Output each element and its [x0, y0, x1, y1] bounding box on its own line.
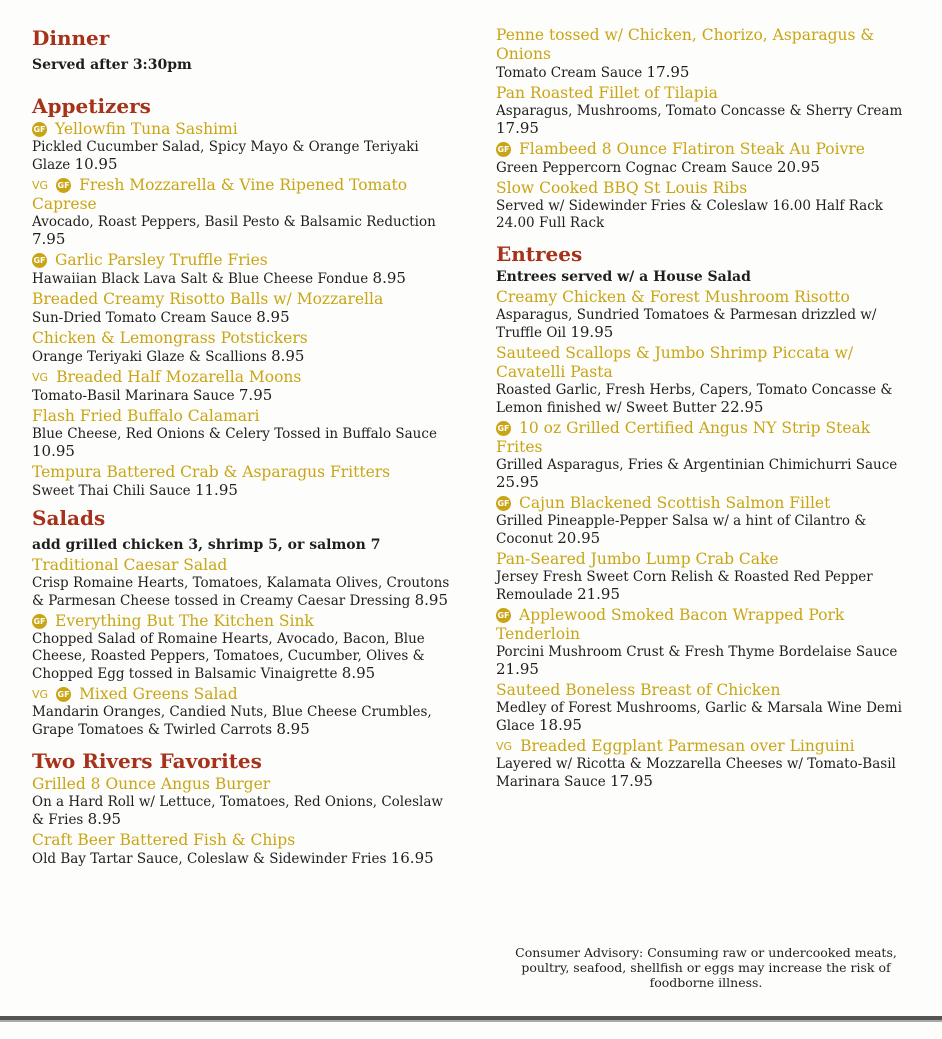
menu-item-name	[496, 84, 916, 103]
menu-item	[496, 179, 916, 232]
favorites-section	[32, 749, 452, 868]
menu-item-description	[496, 569, 916, 604]
menu-item-title: Sauteed Scallops & Jumbo Shrimp Piccata w/ Cavatelli Pasta	[496, 344, 854, 381]
menu-item-title: Cajun Blackened Scottish Salmon Fillet	[519, 494, 831, 512]
menu-item-price: 25.95	[496, 473, 539, 491]
menu-item	[496, 84, 916, 138]
menu-item-title: Chicken & Lemongrass Potstickers	[32, 329, 308, 347]
menu-item	[32, 556, 452, 610]
menu-item-description	[32, 794, 452, 829]
menu-item-description	[32, 348, 452, 366]
menu-item-price: 8.95	[276, 720, 310, 738]
right-column	[496, 24, 916, 791]
menu-item-name	[496, 550, 916, 569]
gluten-free-icon: GF	[56, 178, 71, 193]
menu-item-description-text: Crisp Romaine Hearts, Tomatoes, Kalamata Olives, Croutons & Parmesan Cheese tossed in Creamy Caesar Dressing	[32, 575, 450, 609]
menu-item	[496, 344, 916, 417]
menu-item-description-text: Asparagus, Mushrooms, Tomato Concasse & Sherry Cream	[496, 103, 903, 119]
menu-item-description-text: Hawaiian Black Lava Salt & Blue Cheese Fondue	[32, 271, 369, 287]
menu-item-name	[32, 290, 452, 309]
consumer-advisory: Consumer Advisory: Consuming raw or undercooked meats, poultry, seafood, shellfish or eggs may increase the risk of foodborne illness.	[515, 945, 897, 990]
menu-item-price: 8.95	[271, 347, 305, 365]
menu-item-price: 17.95	[646, 63, 690, 81]
menu-item-name	[496, 606, 916, 644]
menu-item-description-text: Tomato-Basil Marinara Sauce	[32, 388, 235, 404]
menu-item-name	[496, 288, 916, 307]
dinner-section	[32, 26, 452, 74]
favorites-continued-list	[496, 26, 916, 232]
menu-item-price: 8.95	[414, 591, 448, 609]
dinner-title: Dinner	[32, 26, 110, 50]
menu-item-description	[496, 382, 916, 417]
menu-item-price: 8.95	[372, 269, 406, 287]
menu-item	[32, 290, 452, 327]
menu-item-description	[32, 575, 452, 610]
menu-item-description-text: Porcini Mushroom Crust & Fresh Thyme Bordelaise Sauce	[496, 644, 898, 660]
menu-item-description	[32, 482, 452, 500]
menu-item-title: Slow Cooked BBQ St Louis Ribs	[496, 179, 748, 197]
menu-item-description-text: Asparagus, Sundried Tomatoes & Parmesan drizzled w/ Truffle Oil	[496, 307, 877, 341]
menu-item-title: Craft Beer Battered Fish & Chips	[32, 831, 296, 849]
menu-item-price: 8.95	[87, 810, 122, 828]
menu-item-description-text: Sweet Thai Chili Sauce	[32, 483, 191, 499]
salads-subtitle: add grilled chicken 3, shrimp 5, or salmon 7	[32, 537, 381, 553]
menu-item-title: Flash Fried Buffalo Calamari	[32, 407, 260, 425]
menu-item	[32, 831, 452, 868]
menu-item	[32, 407, 452, 461]
menu-item-title: Applewood Smoked Bacon Wrapped Pork Tenderloin	[496, 606, 845, 643]
menu-item-price: 21.95	[496, 660, 539, 678]
menu-item-title: Flambeed 8 Ounce Flatiron Steak Au Poivre	[519, 140, 865, 158]
menu-item-description	[32, 309, 452, 327]
menu-item-title: Pan Roasted Fillet of Tilapia	[496, 84, 718, 102]
gluten-free-icon: GF	[496, 142, 511, 157]
entrees-subtitle: Entrees served w/ a House Salad	[496, 269, 751, 285]
vegetarian-badge: VG	[496, 740, 513, 753]
menu-item	[32, 251, 452, 288]
menu-item-description-text: On a Hard Roll w/ Lettuce, Tomatoes, Red Onions, Coleslaw & Fries	[32, 794, 443, 828]
menu-item-name	[32, 329, 452, 348]
menu-item-name	[32, 775, 452, 794]
menu-item-description	[496, 457, 916, 492]
menu-item-name	[32, 251, 452, 270]
salads-list	[32, 556, 452, 739]
appetizers-list	[32, 120, 452, 500]
gluten-free-icon: GF	[496, 608, 511, 623]
menu-item-name	[32, 176, 452, 214]
dinner-subtitle: Served after 3:30pm	[32, 57, 192, 73]
menu-item-description	[496, 307, 916, 342]
menu-item-name	[496, 681, 916, 700]
menu-item-name	[32, 368, 452, 387]
menu-item-name	[32, 612, 452, 631]
menu-item-description	[32, 214, 452, 249]
menu-item-description-text: Pickled Cucumber Salad, Spicy Mayo & Orange Teriyaki Glaze	[32, 139, 419, 173]
menu-item-title: Penne tossed w/ Chicken, Chorizo, Asparagus & Onions	[496, 26, 875, 63]
menu-item-title: Fresh Mozzarella & Vine Ripened Tomato Caprese	[32, 176, 408, 213]
menu-item-price: 11.95	[194, 481, 238, 499]
menu-item-description-text: Jersey Fresh Sweet Corn Relish & Roasted Red Pepper Remoulade	[496, 569, 873, 603]
gluten-free-icon: GF	[56, 687, 71, 702]
menu-item-price: 16.95	[390, 849, 434, 867]
favorites-list	[32, 775, 452, 868]
menu-item-price: 10.95	[74, 155, 118, 173]
menu-item-description-text: Orange Teriyaki Glaze & Scallions	[32, 349, 267, 365]
menu-item-description-text: Grilled Asparagus, Fries & Argentinian Chimichurri Sauce	[496, 457, 898, 473]
menu-item-title: Breaded Creamy Risotto Balls w/ Mozzarella	[32, 290, 384, 308]
menu-item-description	[32, 704, 452, 739]
favorites-title: Two Rivers Favorites	[32, 749, 262, 773]
menu-item-price: 19.95	[570, 323, 614, 341]
menu-item-price: 7.95	[32, 230, 66, 248]
menu-item-title: 10 oz Grilled Certified Angus NY Strip Steak Frites	[496, 419, 871, 456]
menu-item-name	[32, 685, 452, 704]
menu-item-description	[496, 64, 916, 82]
menu-item-price: 8.95	[256, 308, 290, 326]
menu-item-title: Sauteed Boneless Breast of Chicken	[496, 681, 781, 699]
menu-item-description-text: Mandarin Oranges, Candied Nuts, Blue Cheese Crumbles, Grape Tomatoes & Twirled Carrots	[32, 704, 432, 738]
menu-item	[496, 140, 916, 177]
salads-section	[32, 506, 452, 739]
menu-item-price: 20.95	[557, 529, 601, 547]
gluten-free-icon: GF	[32, 122, 47, 137]
menu-item-title: Yellowfin Tuna Sashimi	[55, 120, 238, 138]
menu-item-name	[32, 120, 452, 139]
menu-item-name	[496, 140, 916, 159]
gluten-free-icon: GF	[32, 253, 47, 268]
menu-item-name	[496, 26, 916, 64]
menu-item-description	[32, 270, 452, 288]
menu-item-title: Traditional Caesar Salad	[32, 556, 228, 574]
menu-item-description-text: Sun-Dried Tomato Cream Sauce	[32, 310, 252, 326]
menu-item-description-text: Avocado, Roast Peppers, Basil Pesto & Balsamic Reduction	[32, 214, 436, 230]
menu-item-price: 18.95	[539, 716, 582, 734]
menu-item-description-text: Chopped Salad of Romaine Hearts, Avocado, Bacon, Blue Cheese, Roasted Peppers, Tomatoes, Cucumber, Olives & Chopped Egg tossed in Balsamic Vinaigrette	[32, 631, 425, 682]
menu-item-price: 7.95	[238, 386, 273, 404]
menu-item-description-text: Blue Cheese, Red Onions & Celery Tossed in Buffalo Sauce	[32, 426, 437, 442]
menu-item-description-text: Medley of Forest Mushrooms, Garlic & Marsala Wine Demi Glace	[496, 700, 903, 734]
gluten-free-icon: GF	[496, 421, 511, 436]
menu-item	[496, 737, 916, 791]
salads-title: Salads	[32, 506, 106, 530]
entrees-title: Entrees	[496, 242, 583, 266]
menu-item-price: 17.95	[610, 772, 653, 790]
menu-item	[32, 685, 452, 739]
menu-item-description	[32, 850, 452, 868]
menu-item-description-text: Grilled Pineapple-Pepper Salsa w/ a hint of Cilantro & Coconut	[496, 513, 867, 547]
menu-item	[496, 550, 916, 604]
favorites-continued-section	[496, 26, 916, 232]
menu-item	[32, 368, 452, 405]
menu-item-price: 17.95	[496, 119, 539, 137]
menu-item-description	[32, 139, 452, 174]
menu-item-price: 22.95	[720, 398, 764, 416]
menu-item	[496, 26, 916, 82]
vegetarian-badge: VG	[32, 688, 49, 701]
entrees-section	[496, 242, 916, 791]
page-divider-shadow	[0, 1020, 942, 1022]
menu-item-title: Breaded Eggplant Parmesan over Linguini	[520, 737, 855, 755]
menu-item-title: Grilled 8 Ounce Angus Burger	[32, 775, 271, 793]
menu-item-description	[32, 631, 452, 683]
menu-item-title: Garlic Parsley Truffle Fries	[55, 251, 268, 269]
gluten-free-icon: GF	[32, 614, 47, 629]
menu-item-description-text: Served w/ Sidewinder Fries & Coleslaw 16.00 Half Rack 24.00 Full Rack	[496, 198, 883, 231]
menu-item-name	[496, 344, 916, 382]
menu-item-description-text: Tomato Cream Sauce	[496, 65, 643, 81]
left-column	[32, 26, 452, 868]
menu-item-description	[32, 387, 452, 405]
menu-item	[32, 329, 452, 366]
menu-item-price: 8.95	[341, 664, 376, 682]
menu-item	[32, 463, 452, 500]
menu-item	[496, 419, 916, 492]
menu-item-description-text: Green Peppercorn Cognac Cream Sauce	[496, 160, 773, 176]
menu-item-title: Tempura Battered Crab & Asparagus Fritters	[32, 463, 391, 481]
vegetarian-badge: VG	[32, 371, 49, 384]
menu-item	[32, 120, 452, 174]
menu-item-title: Breaded Half Mozarella Moons	[56, 368, 302, 386]
menu-item	[496, 288, 916, 342]
menu-item-description-text: Roasted Garlic, Fresh Herbs, Capers, Tomato Concasse & Lemon finished w/ Sweet Butter	[496, 382, 893, 416]
menu-item-title: Everything But The Kitchen Sink	[55, 612, 314, 630]
menu-item-name	[32, 831, 452, 850]
menu-item	[32, 612, 452, 683]
menu-item-description	[496, 198, 916, 232]
menu-item-price: 21.95	[577, 585, 621, 603]
menu-item	[496, 681, 916, 735]
menu-item-description	[496, 159, 916, 177]
menu-item-name	[496, 494, 916, 513]
menu-item-price: 10.95	[32, 442, 75, 460]
menu-item	[496, 606, 916, 679]
menu-item-title: Mixed Greens Salad	[79, 685, 238, 703]
menu-item-title: Pan-Seared Jumbo Lump Crab Cake	[496, 550, 779, 568]
gluten-free-icon: GF	[496, 496, 511, 511]
menu-item-description	[496, 644, 916, 679]
menu-item-name	[496, 737, 916, 756]
appetizers-section	[32, 94, 452, 500]
menu-item-description-text: Layered w/ Ricotta & Mozzarella Cheeses w/ Tomato-Basil Marinara Sauce	[496, 756, 896, 790]
menu-item-description	[496, 756, 916, 791]
vegetarian-badge: VG	[32, 179, 49, 192]
menu-item-description	[496, 700, 916, 735]
menu-item	[32, 775, 452, 829]
menu-item-title: Creamy Chicken & Forest Mushroom Risotto	[496, 288, 850, 306]
menu-item-description-text: Old Bay Tartar Sauce, Coleslaw & Sidewinder Fries	[32, 851, 387, 867]
menu-item-description	[496, 513, 916, 548]
entrees-list	[496, 288, 916, 791]
menu-item-name	[496, 419, 916, 457]
menu-item-name	[32, 556, 452, 575]
menu-item-description	[496, 103, 916, 138]
menu-item-name	[32, 407, 452, 426]
menu-item	[496, 494, 916, 548]
menu-item-name	[32, 463, 452, 482]
menu-item-price: 20.95	[776, 158, 820, 176]
menu-item-name	[496, 179, 916, 198]
menu-item	[32, 176, 452, 249]
appetizers-title: Appetizers	[32, 94, 151, 118]
menu-item-description	[32, 426, 452, 461]
